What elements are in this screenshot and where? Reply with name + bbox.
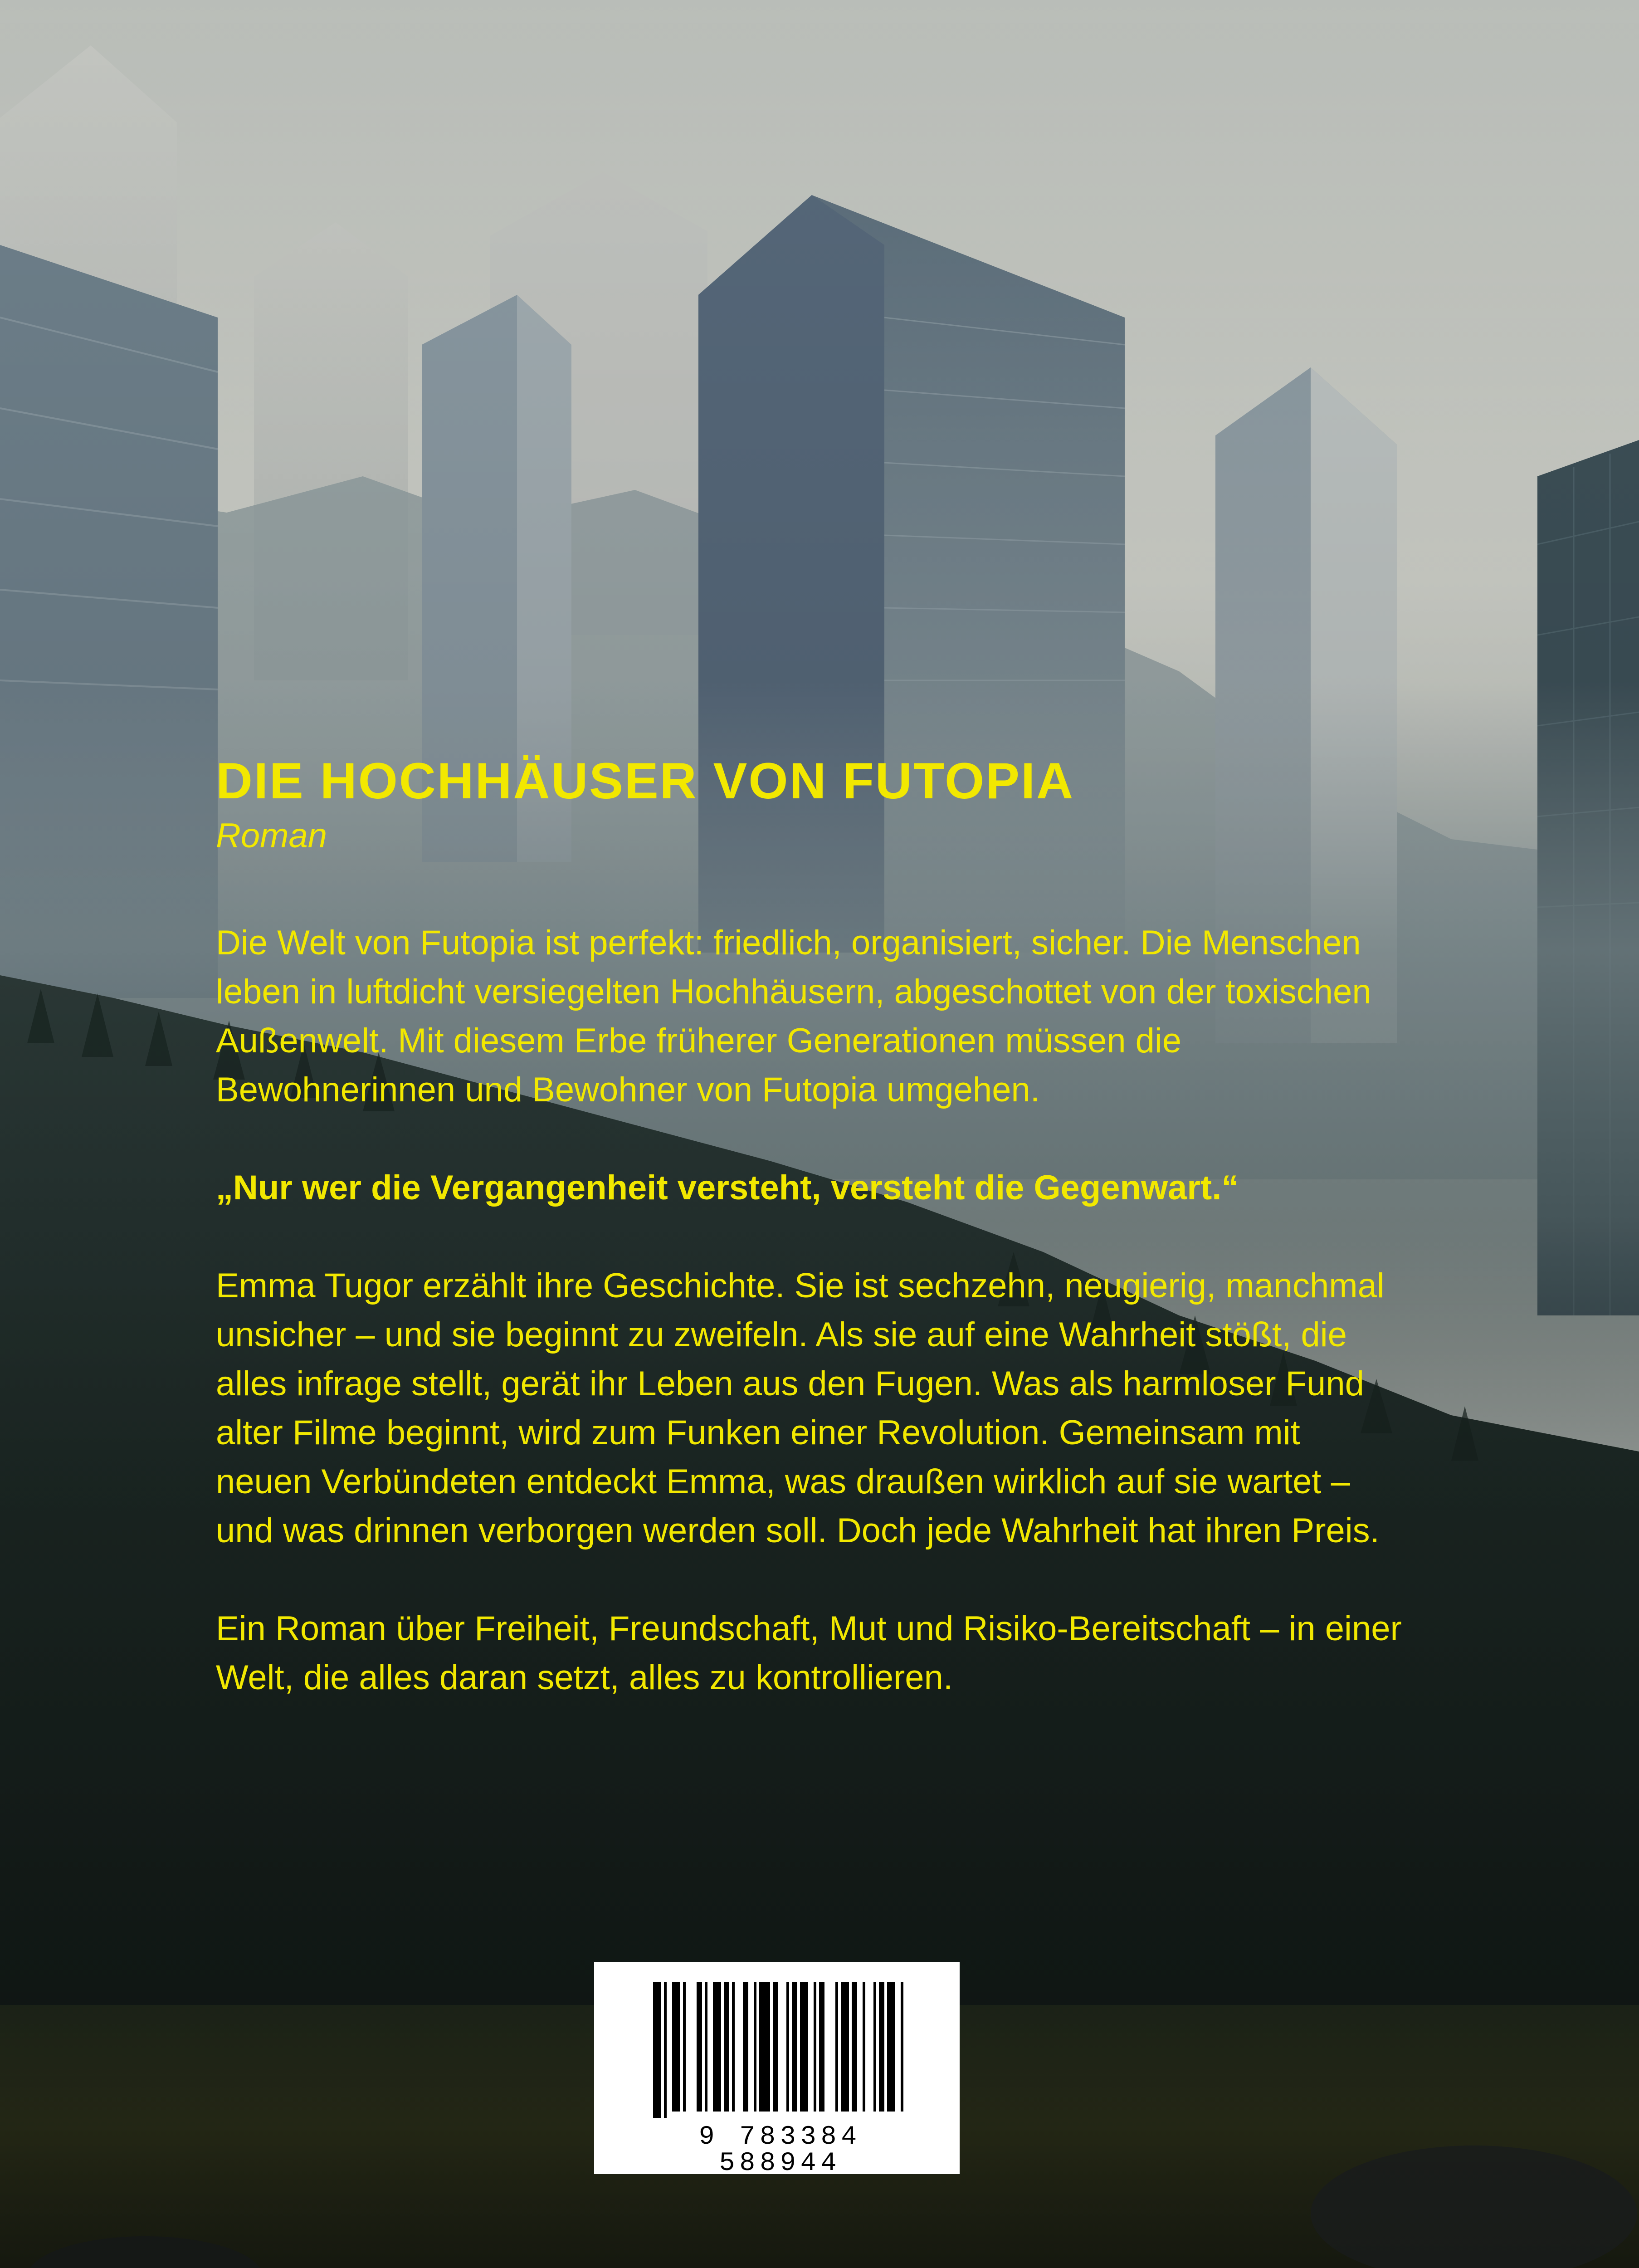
barcode-bar xyxy=(743,1982,748,2112)
blurb-paragraph-2: Emma Tugor erzählt ihre Geschichte. Sie ist sechzehn, neugierig, manchmal unsicher – und sie beginnt zu zweifeln. Als sie auf eine Wahrheit stößt, die alles infrage stellt, gerät ihr Leben aus den Fugen. Was als harmloser Fund alter Filme beginnt, wird zum Funken einer Revolution. Gemeinsam mit neuen Verbündeten entdeckt Emma, was draußen wirklich auf sie wartet – und was drinnen verborgen werden soll. Doch jede Wahrheit hat ihren Preis. xyxy=(216,1266,1385,1550)
barcode-bar xyxy=(786,1982,789,2112)
barcode-bar xyxy=(697,1982,702,2112)
blurb-quote: „Nur wer die Vergangenheit versteht, versteht die Gegenwart.“ xyxy=(216,1168,1239,1207)
barcode-bar xyxy=(713,1982,721,2112)
blurb-paragraph-1: Die Welt von Futopia ist perfekt: friedlich, organisiert, sicher. Die Menschen leben in luftdicht versiegelten Hochhäusern, abgeschottet von der toxischen Außenwelt. Mit diesem Erbe früherer Generationen müssen die Bewohnerinnen und Bewohner von Futopia umgehen. xyxy=(216,923,1371,1109)
barcode-bar xyxy=(754,1982,756,2112)
barcode-bar xyxy=(852,1982,857,2112)
blurb-paragraph-3: Ein Roman über Freiheit, Freundschaft, Mut und Risiko-Bereitschaft – in einer Welt, die alles daran setzt, alles zu kontrollieren. xyxy=(216,1609,1402,1697)
barcode-bar xyxy=(887,1982,895,2112)
barcode-bar xyxy=(819,1982,824,2112)
isbn-barcode xyxy=(594,1962,960,2178)
barcode-bar xyxy=(873,1982,876,2112)
barcode-bar xyxy=(814,1982,816,2112)
book-title: DIE HOCHHÄUSER VON FUTOPIA xyxy=(216,753,1074,809)
barcode-bar xyxy=(800,1982,808,2112)
barcode-bar xyxy=(773,1982,778,2112)
barcode-bar xyxy=(672,1982,680,2112)
barcode-bar xyxy=(863,1982,865,2112)
book-genre: Roman xyxy=(216,816,327,855)
barcode-bar xyxy=(879,1982,884,2112)
back-cover-blurb xyxy=(216,753,1404,1702)
barcode-bar xyxy=(732,1982,735,2112)
barcode-bar xyxy=(759,1982,770,2112)
barcode-bar xyxy=(841,1982,849,2112)
barcode-bar xyxy=(705,1982,707,2112)
barcode-bar xyxy=(835,1982,838,2112)
barcode-bar xyxy=(664,1982,667,2118)
barcode-bar xyxy=(792,1982,797,2112)
isbn-number: 9 783384 588944 xyxy=(698,2122,862,2178)
barcode-bar xyxy=(653,1982,661,2118)
barcode-bar xyxy=(683,1982,686,2112)
barcode-bar xyxy=(901,1982,903,2112)
barcode-bar xyxy=(724,1982,729,2112)
